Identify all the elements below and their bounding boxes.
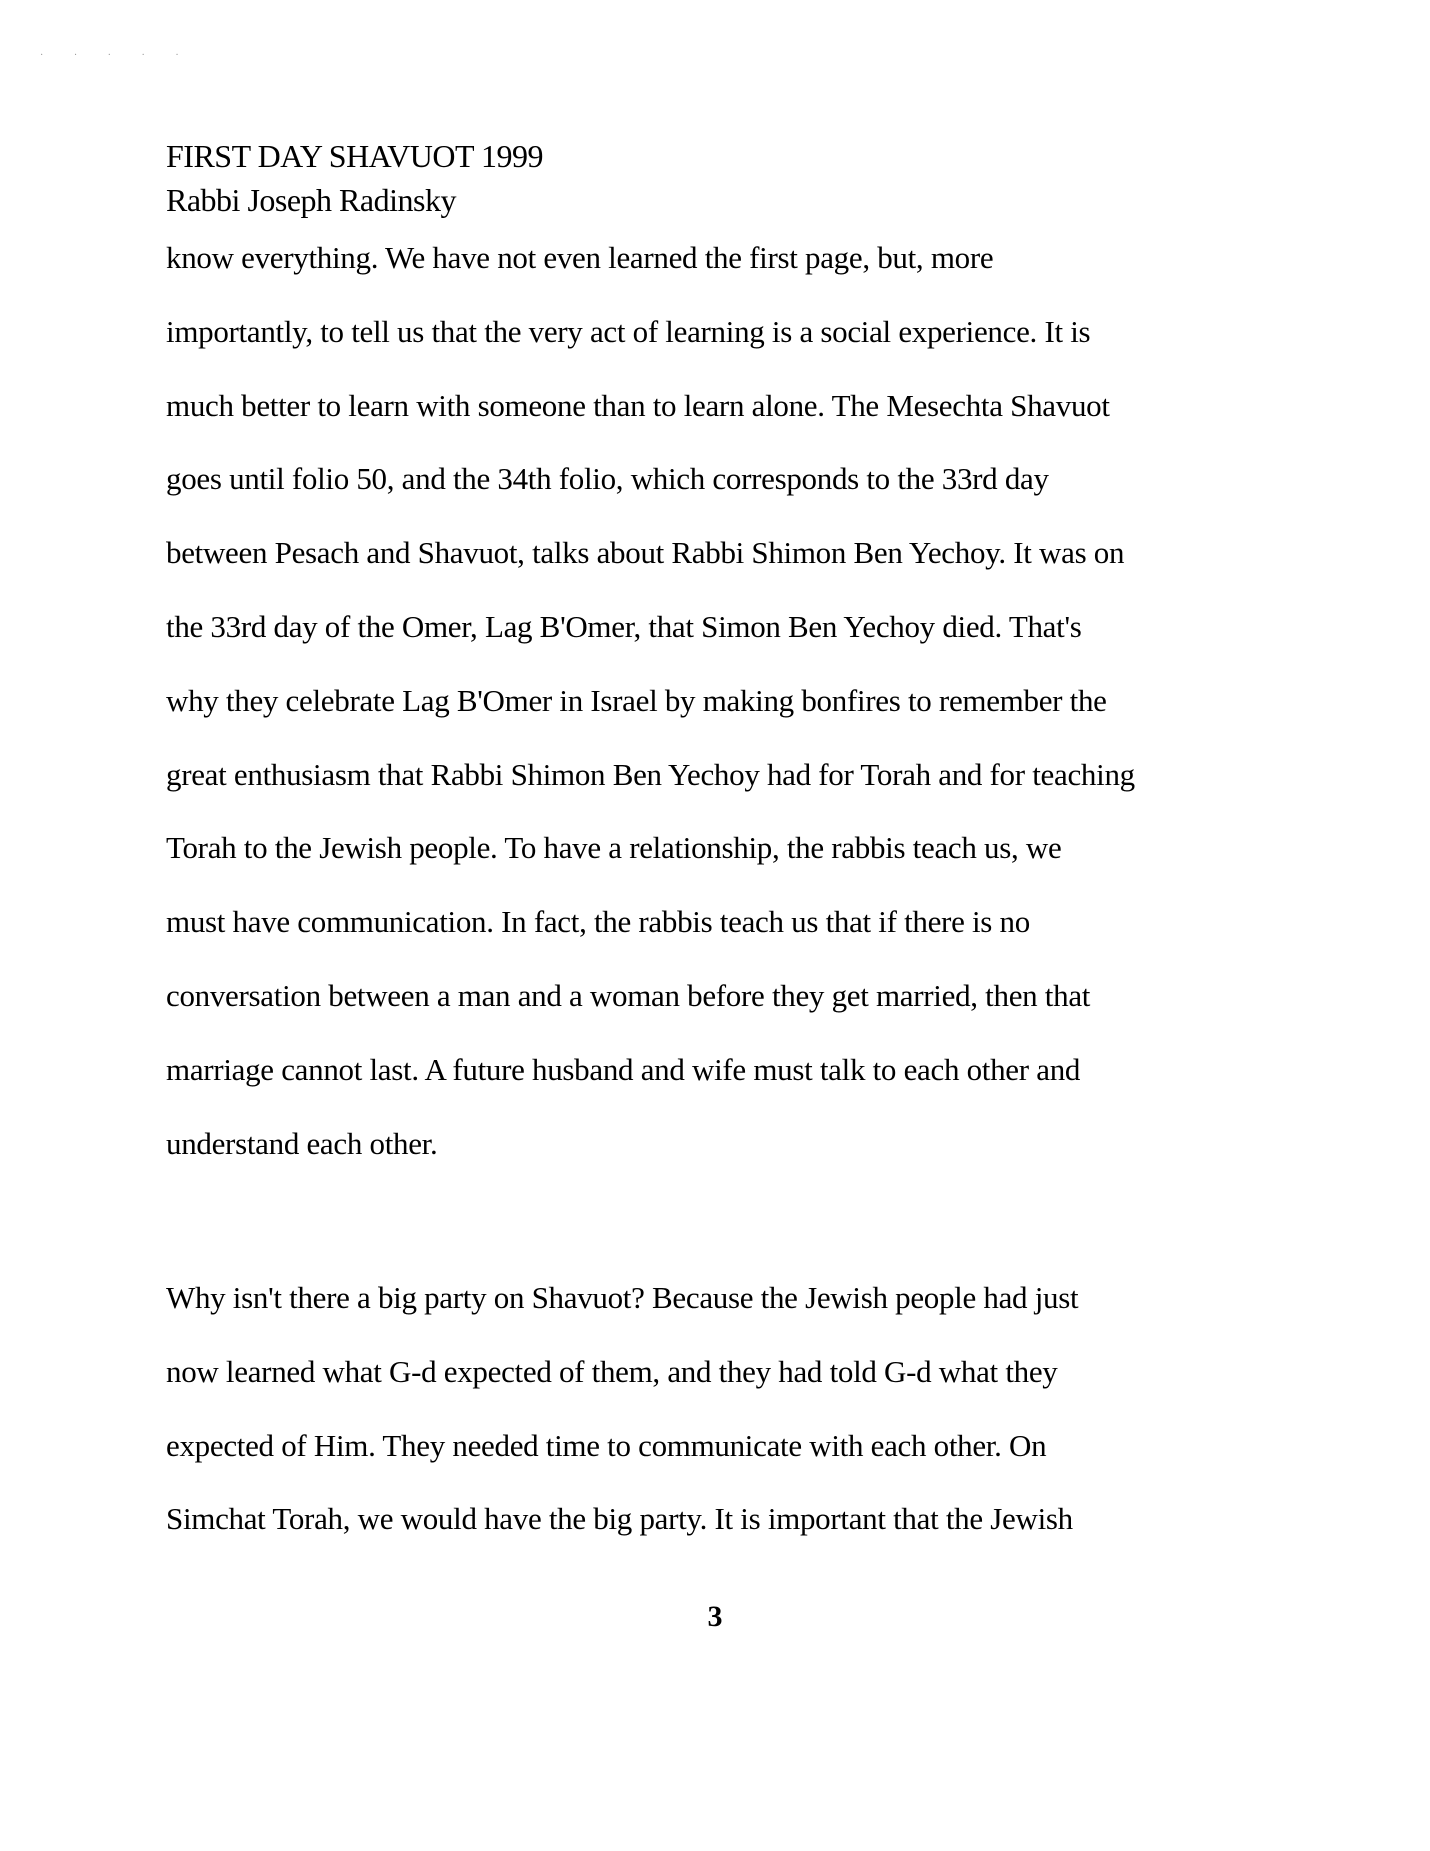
text-line: marriage cannot last. A future husband and wife must talk to each other and xyxy=(166,1051,1081,1087)
text-line: importantly, to tell us that the very act of learning is a social experience. It is xyxy=(166,313,1091,349)
text-line: conversation between a man and a woman before they get married, then that xyxy=(166,977,1091,1013)
text-line: expected of Him. They needed time to communicate with each other. On xyxy=(166,1427,1047,1463)
text-line: between Pesach and Shavuot, talks about Rabbi Shimon Ben Yechoy. It was on xyxy=(166,535,1125,571)
text-line: now learned what G-d expected of them, and they had told G-d what they xyxy=(166,1353,1058,1389)
text-line: Simchat Torah, we would have the big party. It is important that the Jewish xyxy=(166,1501,1073,1537)
text-line: why they celebrate Lag B'Omer in Israel by making bonfires to remember the xyxy=(166,682,1107,718)
paragraph-2 xyxy=(166,1261,1276,1556)
text-line: must have communication. In fact, the rabbis teach us that if there is no xyxy=(166,904,1030,940)
document-author: Rabbi Joseph Radinsky xyxy=(166,182,456,218)
page-number: 3 xyxy=(707,1600,723,1633)
paragraph-1 xyxy=(166,221,1276,1180)
text-line: understand each other. xyxy=(166,1125,438,1161)
text-line: know everything. We have not even learned the first page, but, more xyxy=(166,240,994,275)
text-line: much better to learn with someone than to learn alone. The Mesechta Shavuot xyxy=(166,387,1110,423)
text-line: great enthusiasm that Rabbi Shimon Ben Yechoy had for Torah and for teaching xyxy=(166,756,1135,792)
document-header xyxy=(166,134,543,222)
text-line: goes until folio 50, and the 34th folio, which corresponds to the 33rd day xyxy=(166,461,1049,497)
text-line: the 33rd day of the Omer, Lag B'Omer, that Simon Ben Yechoy died. That's xyxy=(166,608,1082,644)
document-title: FIRST DAY SHAVUOT 1999 xyxy=(166,138,543,174)
scan-noise: · · · · · xyxy=(40,50,193,61)
text-line: Torah to the Jewish people. To have a relationship, the rabbis teach us, we xyxy=(166,830,1062,866)
text-line: Why isn't there a big party on Shavuot? Because the Jewish people had just xyxy=(166,1280,1079,1315)
